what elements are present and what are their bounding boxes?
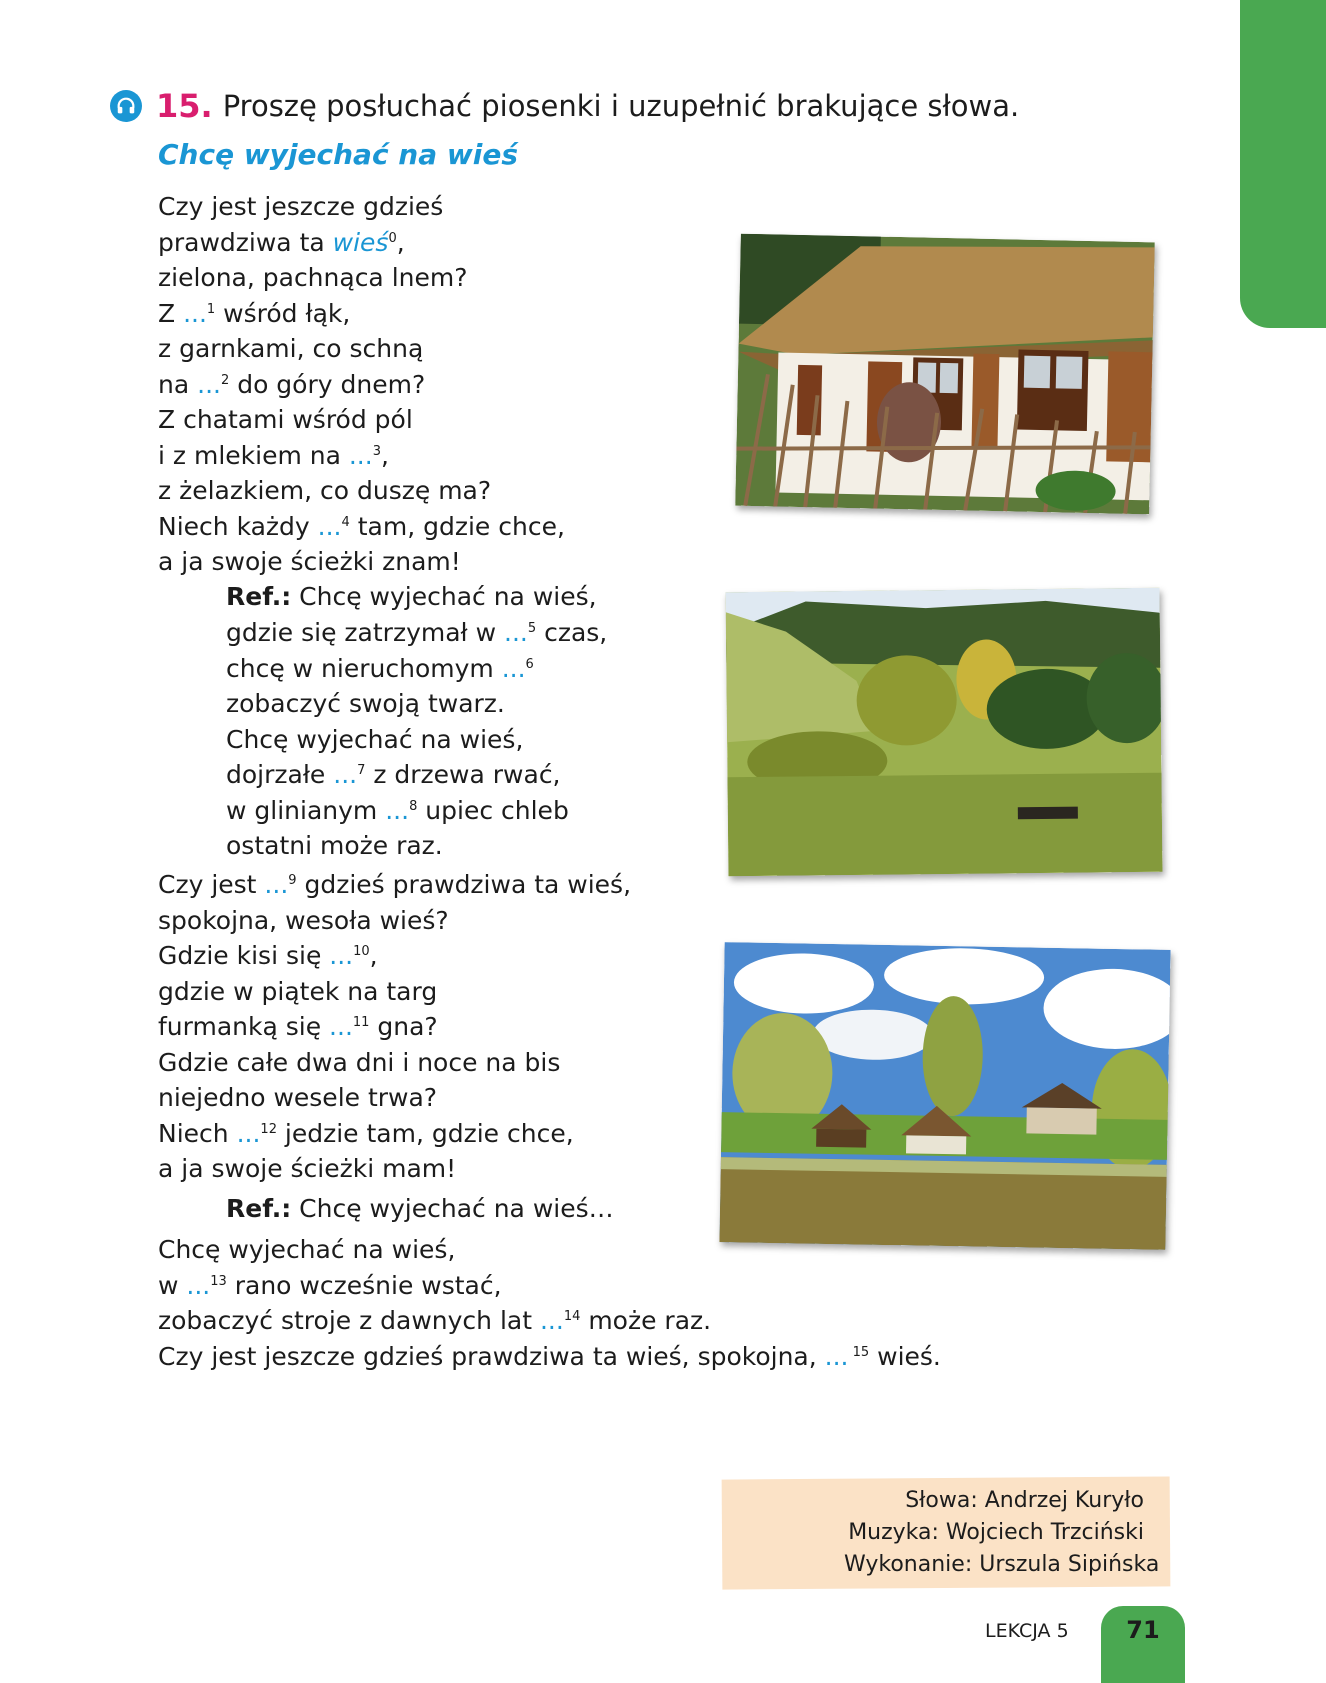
gap-number: 12 [260,1121,277,1137]
lyric-text: , [369,941,378,970]
gap-number: 15 [848,1344,870,1360]
photo-autumn-hills [726,588,1163,877]
lyric-line [158,1304,711,1338]
song-title: Chcę wyjechać na wieś [158,138,518,171]
blank-gap[interactable]: ... [348,440,373,470]
lyric-text: Gdzie całe dwa dni i noce na bis [158,1047,561,1077]
lyric-line [158,1081,437,1115]
blank-gap[interactable]: ... [824,1341,849,1371]
blank-gap[interactable]: ... [186,1270,211,1300]
lyric-line [226,616,607,650]
gap-number: 5 [527,621,537,636]
lyric-text: upiec chleb [417,795,569,825]
lyric-text: Chcę wyjechać na wieś, [158,1235,456,1264]
lyric-text: Gdzie kisi się [158,941,330,970]
lyric-line [226,652,534,686]
refrain-label: Ref.: [226,1194,292,1223]
lyric-line [158,403,413,437]
lyric-text: do góry dnem? [229,369,426,399]
lyric-line [158,868,631,902]
lyric-text: gdzie się zatrzymał w [226,618,504,647]
lyric-text: gdzie w piątek na targ [158,976,438,1006]
lyric-text: czas, [536,618,608,647]
page-number: 71 [1101,1606,1185,1683]
lyric-text: w glinianym [226,795,386,825]
blank-gap[interactable]: ... [504,618,528,647]
credit-words: Słowa: Andrzej Kuryło [905,1488,1144,1513]
lyric-line [226,758,561,792]
lyric-text: i z mlekiem na [158,440,349,470]
gap-number: 14 [563,1309,581,1324]
lyric-text: wieś. [869,1341,941,1371]
lyric-text: gna? [369,1012,438,1041]
gap-number: 3 [372,443,381,459]
lyric-text: Niech [158,1118,237,1148]
gap-number: 1 [206,301,216,317]
lyric-text: Niech każdy [158,511,318,541]
lyric-text: , [396,227,405,257]
lyric-line [158,904,449,938]
lyric-text: Czy jest jeszcze gdzieś prawdziwa ta wieś, spokojna, [158,1341,825,1371]
blank-gap[interactable]: ... [197,369,221,399]
lyric-text: furmanką się [158,1012,330,1041]
blank-gap[interactable]: ... [329,1012,353,1041]
lyric-line [158,368,425,402]
gap-number: 13 [210,1273,227,1289]
blank-gap[interactable]: ... [317,511,342,541]
credit-music: Muzyka: Wojciech Trzciński [848,1520,1144,1545]
lyric-text: tam, gdzie chce, [349,511,565,541]
lyric-line [158,297,350,331]
side-tab [1240,0,1326,328]
lyric-text: Czy jest [158,870,265,899]
blank-gap[interactable]: ... [333,760,358,789]
example-answer: wieś [332,227,389,257]
lyric-line [158,439,389,473]
gap-number: 9 [288,873,297,888]
lyric-line [158,1010,438,1044]
lyric-line [158,1117,574,1151]
refrain-label: Ref.: [226,582,292,611]
lyric-text: może raz. [580,1306,712,1335]
gap-number: 10 [353,944,370,959]
lyric-line [158,939,378,973]
lyric-line [158,190,443,224]
lyric-line [158,1046,560,1080]
lyric-text: na [158,369,198,399]
photo-thatched-cottage [735,234,1155,515]
gap-number: 7 [357,763,366,778]
blank-gap[interactable]: ... [539,1306,564,1335]
lyric-line [226,687,505,721]
lyric-line [158,332,423,366]
lyric-line [226,829,443,863]
lyric-text: ostatni może raz. [226,831,443,860]
lyric-text: spokojna, wesoła wieś? [158,905,449,935]
gap-number: 6 [525,656,534,672]
lyric-line [226,580,597,614]
lyric-text: jedzie tam, gdzie chce, [276,1118,574,1148]
lyric-line [158,261,468,295]
lyric-text: niejedno wesele trwa? [158,1083,438,1112]
lyric-text: Chcę wyjechać na wieś, [226,724,524,754]
lyric-text: z garnkami, co schną [158,334,424,363]
lyric-text: chcę w nieruchomym [226,653,502,683]
lyric-text: zobaczyć swoją twarz. [226,689,505,718]
blank-gap[interactable]: ... [183,298,207,328]
lyric-text: Z [158,298,184,328]
gap-number: 2 [220,372,230,388]
lyric-line [158,545,461,579]
lyric-text: rano wcześnie wstać, [226,1270,502,1300]
lyric-text: z drzewa rwać, [365,760,561,789]
blank-gap[interactable]: ... [329,941,354,970]
lyric-text: dojrzałe [226,760,334,789]
lyric-line [158,975,437,1009]
lyric-text: gdzieś prawdziwa ta wieś, [296,870,632,899]
lesson-label: LEKCJA 5 [985,1620,1069,1642]
lyric-line [158,510,565,544]
exercise-header [110,86,1019,126]
gap-number: 4 [341,514,350,530]
lyric-line [158,474,491,508]
blank-gap[interactable]: ... [501,653,526,683]
blank-gap[interactable]: ... [264,870,289,899]
lyric-text: Z chatami wśród pól [158,405,413,434]
credit-performer: Wykonanie: Urszula Sipińska [844,1552,1160,1577]
headphones-icon[interactable] [110,90,142,122]
exercise-number: 15. [156,87,213,125]
lyric-line [158,226,405,260]
lyric-line [158,1269,502,1303]
lyric-line [158,1152,456,1186]
lyric-text: Chcę wyjechać na wieś, [291,582,597,611]
blank-gap[interactable]: ... [236,1118,261,1148]
lyric-text: prawdziwa ta [158,227,333,257]
lyric-line [158,1233,455,1267]
lyric-text: Chcę wyjechać na wieś… [291,1194,614,1223]
lyric-line [226,1192,614,1226]
lyric-text: z żelazkiem, co duszę ma? [158,476,492,505]
gap-number: 8 [409,798,418,814]
lyric-line [226,723,523,757]
lyric-text: w [158,1270,187,1300]
lyric-line [158,1340,941,1374]
exercise-instruction: Proszę posłuchać piosenki i uzupełnić brakujące słowa. [222,89,1020,123]
lyric-text: zielona, pachnąca lnem? [158,263,468,292]
lyric-text: a ja swoje ścieżki mam! [158,1154,457,1183]
photo-village-pond [719,942,1170,1250]
lyric-text: a ja swoje ścieżki znam! [158,547,461,576]
lyric-text: zobaczyć stroje z dawnych lat [158,1306,540,1335]
lyric-text: , [380,440,389,470]
gap-number: 11 [352,1015,370,1030]
gap-number: 0 [388,230,397,246]
lyric-line [226,794,569,828]
blank-gap[interactable]: ... [385,795,410,825]
lyric-text: wśród łąk, [215,298,351,328]
lyric-text: Czy jest jeszcze gdzieś [158,192,444,221]
